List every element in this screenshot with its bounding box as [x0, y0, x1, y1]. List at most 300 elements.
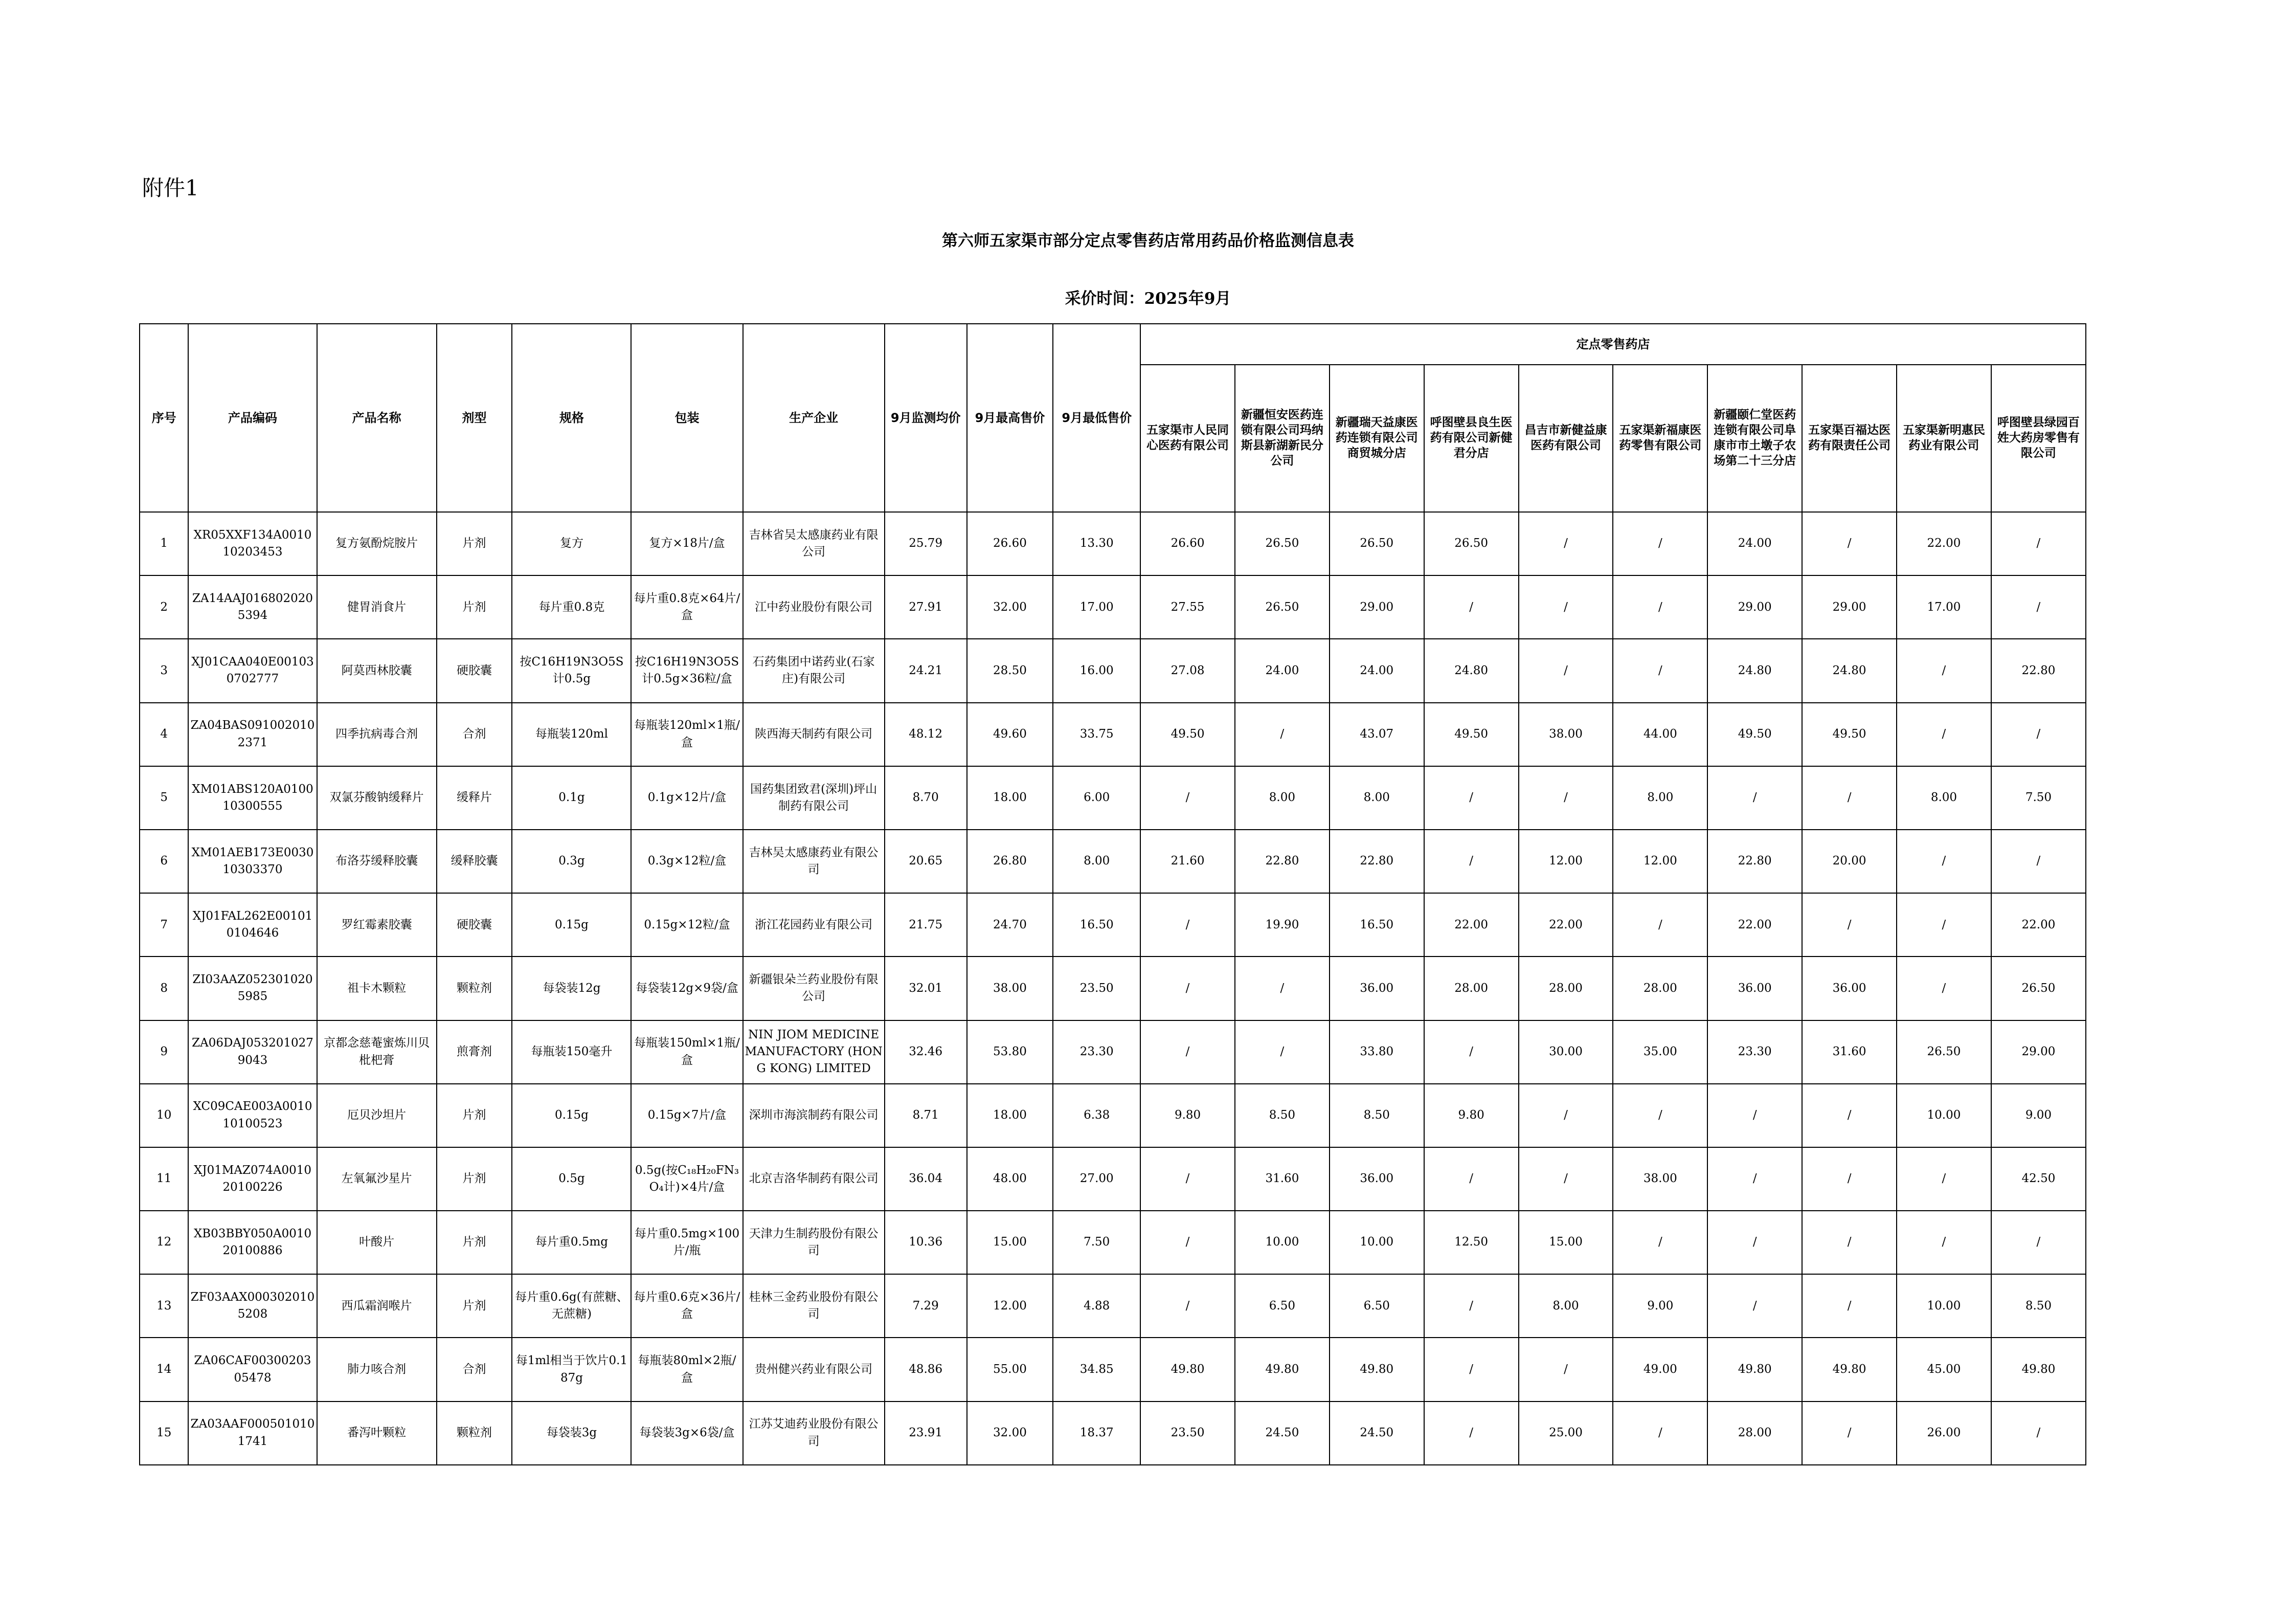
- cell-store-price: /: [1140, 1020, 1235, 1084]
- cell-store-price: 25.00: [1519, 1401, 1613, 1465]
- cell-package: 0.5g(按C₁₈H₂₀FN₃O₄计)×4片/盒: [631, 1147, 742, 1211]
- cell-store-price: 16.50: [1330, 893, 1424, 956]
- cell-store-price: 49.50: [1802, 703, 1897, 766]
- cell-manufacturer: 深圳市海滨制药有限公司: [743, 1084, 885, 1147]
- cell-index: 6: [140, 830, 188, 893]
- cell-store-price: 24.00: [1330, 639, 1424, 702]
- table-row: [140, 1020, 2086, 1084]
- table-row: [140, 766, 2086, 830]
- cell-specification: 复方: [512, 512, 631, 575]
- cell-specification: 每片重0.8克: [512, 575, 631, 639]
- cell-store-price: /: [1991, 830, 2086, 893]
- cell-avg-price: 20.65: [885, 830, 967, 893]
- cell-store-price: 7.50: [1991, 766, 2086, 830]
- cell-store-price: 28.00: [1707, 1401, 1802, 1465]
- cell-store-price: 26.60: [1140, 512, 1235, 575]
- cell-product-code: XM01ABS120A010010300555: [188, 766, 317, 830]
- table-row: [140, 893, 2086, 956]
- cell-manufacturer: 吉林省吴太感康药业有限公司: [743, 512, 885, 575]
- cell-store-price: /: [1991, 512, 2086, 575]
- cell-product-name: 祖卡木颗粒: [317, 956, 437, 1020]
- cell-package: 每片重0.5mg×100片/瓶: [631, 1211, 742, 1274]
- cell-store-price: 30.00: [1519, 1020, 1613, 1084]
- price-monitoring-table: [139, 323, 2086, 1465]
- cell-index: 8: [140, 956, 188, 1020]
- cell-store-price: 49.80: [1991, 1338, 2086, 1401]
- cell-index: 2: [140, 575, 188, 639]
- cell-store-price: 9.00: [1613, 1274, 1707, 1338]
- cell-store-price: /: [1802, 893, 1897, 956]
- header-store: 新疆颐仁堂医药连锁有限公司阜康市市土墩子农场第二十三分店: [1707, 365, 1802, 512]
- cell-avg-price: 10.36: [885, 1211, 967, 1274]
- cell-store-price: 9.80: [1424, 1084, 1519, 1147]
- header-store: 五家渠新明惠民药业有限公司: [1897, 365, 1991, 512]
- cell-product-code: ZA06DAJ0532010279043: [188, 1020, 317, 1084]
- cell-store-price: 26.50: [1991, 956, 2086, 1020]
- cell-package: 每袋装12g×9袋/盒: [631, 956, 742, 1020]
- cell-min-price: 34.85: [1053, 1338, 1140, 1401]
- header-form: 剂型: [437, 324, 512, 512]
- header-store: 新疆瑞天益康医药连锁有限公司商贸城分店: [1330, 365, 1424, 512]
- table-row: [140, 1084, 2086, 1147]
- cell-min-price: 16.00: [1053, 639, 1140, 702]
- table-row: [140, 639, 2086, 702]
- cell-package: 0.1g×12片/盒: [631, 766, 742, 830]
- cell-store-price: 29.00: [1330, 575, 1424, 639]
- cell-store-price: 26.50: [1424, 512, 1519, 575]
- cell-store-price: 29.00: [1707, 575, 1802, 639]
- cell-specification: 0.15g: [512, 893, 631, 956]
- cell-avg-price: 32.01: [885, 956, 967, 1020]
- cell-specification: 每1ml相当于饮片0.187g: [512, 1338, 631, 1401]
- cell-store-price: 24.00: [1707, 512, 1802, 575]
- cell-store-price: /: [1519, 512, 1613, 575]
- cell-manufacturer: 桂林三金药业股份有限公司: [743, 1274, 885, 1338]
- cell-store-price: /: [1613, 512, 1707, 575]
- cell-store-price: /: [1519, 1084, 1613, 1147]
- header-store: 昌吉市新健益康医药有限公司: [1519, 365, 1613, 512]
- table-row: [140, 1274, 2086, 1338]
- cell-product-code: XB03BBY050A001020100886: [188, 1211, 317, 1274]
- cell-store-price: /: [1519, 639, 1613, 702]
- cell-dosage-form: 片剂: [437, 575, 512, 639]
- cell-store-price: 49.50: [1140, 703, 1235, 766]
- cell-product-code: XJ01MAZ074A001020100226: [188, 1147, 317, 1211]
- cell-store-price: /: [1424, 575, 1519, 639]
- cell-store-price: 26.50: [1235, 512, 1330, 575]
- cell-manufacturer: 陕西海天制药有限公司: [743, 703, 885, 766]
- cell-avg-price: 8.71: [885, 1084, 967, 1147]
- cell-min-price: 6.38: [1053, 1084, 1140, 1147]
- cell-store-price: /: [1613, 1401, 1707, 1465]
- cell-store-price: /: [1235, 1020, 1330, 1084]
- cell-store-price: /: [1707, 1274, 1802, 1338]
- cell-store-price: /: [1424, 766, 1519, 830]
- cell-manufacturer: 新疆银朵兰药业股份有限公司: [743, 956, 885, 1020]
- cell-store-price: 19.90: [1235, 893, 1330, 956]
- cell-store-price: 24.50: [1235, 1401, 1330, 1465]
- table-body: [140, 512, 2086, 1465]
- header-max-price: 9月最高售价: [967, 324, 1053, 512]
- cell-store-price: 43.07: [1330, 703, 1424, 766]
- cell-store-price: /: [1897, 830, 1991, 893]
- cell-store-price: /: [1707, 766, 1802, 830]
- cell-store-price: /: [1613, 1211, 1707, 1274]
- table-header: [140, 324, 2086, 512]
- cell-max-price: 38.00: [967, 956, 1053, 1020]
- cell-max-price: 53.80: [967, 1020, 1053, 1084]
- cell-manufacturer: 国药集团致君(深圳)坪山制药有限公司: [743, 766, 885, 830]
- cell-min-price: 7.50: [1053, 1211, 1140, 1274]
- cell-store-price: /: [1140, 893, 1235, 956]
- cell-min-price: 6.00: [1053, 766, 1140, 830]
- cell-store-price: 29.00: [1991, 1020, 2086, 1084]
- cell-dosage-form: 片剂: [437, 1211, 512, 1274]
- cell-store-price: /: [1424, 1020, 1519, 1084]
- cell-store-price: 49.50: [1707, 703, 1802, 766]
- cell-store-price: 22.00: [1519, 893, 1613, 956]
- cell-specification: 0.15g: [512, 1084, 631, 1147]
- cell-product-code: XR05XXF134A001010203453: [188, 512, 317, 575]
- cell-manufacturer: 江中药业股份有限公司: [743, 575, 885, 639]
- cell-store-price: 24.80: [1424, 639, 1519, 702]
- cell-dosage-form: 合剂: [437, 1338, 512, 1401]
- cell-store-price: /: [1802, 1147, 1897, 1211]
- cell-store-price: 24.80: [1802, 639, 1897, 702]
- cell-min-price: 23.30: [1053, 1020, 1140, 1084]
- cell-store-price: /: [1707, 1211, 1802, 1274]
- cell-index: 9: [140, 1020, 188, 1084]
- cell-min-price: 16.50: [1053, 893, 1140, 956]
- table-row: [140, 1147, 2086, 1211]
- cell-manufacturer: 天津力生制药股份有限公司: [743, 1211, 885, 1274]
- cell-store-price: 42.50: [1991, 1147, 2086, 1211]
- header-store: 五家渠市人民同心医药有限公司: [1140, 365, 1235, 512]
- cell-index: 5: [140, 766, 188, 830]
- cell-store-price: 8.00: [1613, 766, 1707, 830]
- cell-max-price: 18.00: [967, 1084, 1053, 1147]
- cell-min-price: 23.50: [1053, 956, 1140, 1020]
- cell-store-price: /: [1140, 1211, 1235, 1274]
- cell-avg-price: 23.91: [885, 1401, 967, 1465]
- cell-store-price: 29.00: [1802, 575, 1897, 639]
- cell-store-price: /: [1897, 893, 1991, 956]
- table-row: [140, 575, 2086, 639]
- cell-store-price: /: [1802, 1401, 1897, 1465]
- cell-product-code: ZI03AAZ0523010205985: [188, 956, 317, 1020]
- cell-specification: 每袋装12g: [512, 956, 631, 1020]
- cell-store-price: 31.60: [1235, 1147, 1330, 1211]
- header-name: 产品名称: [317, 324, 437, 512]
- cell-store-price: 35.00: [1613, 1020, 1707, 1084]
- table-row: [140, 1338, 2086, 1401]
- cell-store-price: /: [1424, 1274, 1519, 1338]
- cell-min-price: 33.75: [1053, 703, 1140, 766]
- cell-dosage-form: 片剂: [437, 1147, 512, 1211]
- cell-store-price: 49.80: [1140, 1338, 1235, 1401]
- cell-store-price: /: [1613, 639, 1707, 702]
- cell-index: 10: [140, 1084, 188, 1147]
- cell-index: 13: [140, 1274, 188, 1338]
- cell-product-name: 阿莫西林胶囊: [317, 639, 437, 702]
- cell-store-price: 21.60: [1140, 830, 1235, 893]
- cell-max-price: 12.00: [967, 1274, 1053, 1338]
- cell-store-price: 33.80: [1330, 1020, 1424, 1084]
- cell-store-price: 49.50: [1424, 703, 1519, 766]
- cell-dosage-form: 片剂: [437, 1274, 512, 1338]
- cell-store-price: 12.00: [1519, 830, 1613, 893]
- cell-dosage-form: 煎膏剂: [437, 1020, 512, 1084]
- cell-specification: 0.5g: [512, 1147, 631, 1211]
- cell-store-price: /: [1140, 766, 1235, 830]
- cell-min-price: 13.30: [1053, 512, 1140, 575]
- header-stores-group: 定点零售药店: [1140, 324, 2086, 365]
- cell-package: 每瓶装120ml×1瓶/盒: [631, 703, 742, 766]
- cell-product-code: XJ01FAL262E001010104646: [188, 893, 317, 956]
- cell-store-price: /: [1140, 956, 1235, 1020]
- cell-store-price: 8.00: [1519, 1274, 1613, 1338]
- cell-store-price: /: [1991, 575, 2086, 639]
- price-date-subtitle: 采价时间：2025年9月: [1065, 290, 1231, 308]
- table-row: [140, 956, 2086, 1020]
- cell-store-price: /: [1991, 703, 2086, 766]
- cell-store-price: 23.50: [1140, 1401, 1235, 1465]
- cell-avg-price: 48.12: [885, 703, 967, 766]
- cell-store-price: 22.80: [1991, 639, 2086, 702]
- cell-min-price: 18.37: [1053, 1401, 1140, 1465]
- cell-package: 每袋装3g×6袋/盒: [631, 1401, 742, 1465]
- cell-product-code: XJ01CAA040E001030702777: [188, 639, 317, 702]
- cell-avg-price: 48.86: [885, 1338, 967, 1401]
- cell-store-price: 10.00: [1235, 1211, 1330, 1274]
- header-store: 五家渠新福康医药零售有限公司: [1613, 365, 1707, 512]
- cell-max-price: 28.50: [967, 639, 1053, 702]
- cell-store-price: /: [1424, 1338, 1519, 1401]
- header-pack: 包装: [631, 324, 742, 512]
- cell-store-price: /: [1707, 1147, 1802, 1211]
- cell-store-price: 26.50: [1897, 1020, 1991, 1084]
- cell-store-price: /: [1897, 1211, 1991, 1274]
- cell-specification: 每瓶装150毫升: [512, 1020, 631, 1084]
- cell-store-price: 6.50: [1330, 1274, 1424, 1338]
- cell-package: 每片重0.6克×36片/盒: [631, 1274, 742, 1338]
- cell-product-name: 布洛芬缓释胶囊: [317, 830, 437, 893]
- cell-dosage-form: 缓释片: [437, 766, 512, 830]
- cell-store-price: 22.80: [1235, 830, 1330, 893]
- cell-store-price: 12.00: [1613, 830, 1707, 893]
- cell-max-price: 48.00: [967, 1147, 1053, 1211]
- cell-package: 复方×18片/盒: [631, 512, 742, 575]
- cell-package: 按C16H19N3O5S计0.5g×36粒/盒: [631, 639, 742, 702]
- cell-product-name: 罗红霉素胶囊: [317, 893, 437, 956]
- cell-index: 3: [140, 639, 188, 702]
- cell-index: 12: [140, 1211, 188, 1274]
- cell-avg-price: 21.75: [885, 893, 967, 956]
- cell-product-code: ZF03AAX0003020105208: [188, 1274, 317, 1338]
- cell-max-price: 26.60: [967, 512, 1053, 575]
- cell-product-code: XM01AEB173E003010303370: [188, 830, 317, 893]
- cell-dosage-form: 片剂: [437, 512, 512, 575]
- cell-store-price: 8.00: [1897, 766, 1991, 830]
- header-store: 新疆恒安医药连锁有限公司玛纳斯县新湖新民分公司: [1235, 365, 1330, 512]
- cell-index: 7: [140, 893, 188, 956]
- cell-store-price: 22.00: [1897, 512, 1991, 575]
- cell-store-price: 8.00: [1330, 766, 1424, 830]
- cell-max-price: 18.00: [967, 766, 1053, 830]
- cell-manufacturer: 石药集团中诺药业(石家庄)有限公司: [743, 639, 885, 702]
- cell-index: 1: [140, 512, 188, 575]
- cell-product-name: 健胃消食片: [317, 575, 437, 639]
- cell-store-price: 23.30: [1707, 1020, 1802, 1084]
- cell-product-name: 叶酸片: [317, 1211, 437, 1274]
- cell-store-price: /: [1802, 766, 1897, 830]
- cell-store-price: 17.00: [1897, 575, 1991, 639]
- cell-package: 0.3g×12粒/盒: [631, 830, 742, 893]
- cell-store-price: 6.50: [1235, 1274, 1330, 1338]
- cell-avg-price: 24.21: [885, 639, 967, 702]
- cell-store-price: 20.00: [1802, 830, 1897, 893]
- cell-store-price: /: [1991, 1211, 2086, 1274]
- cell-store-price: /: [1519, 1147, 1613, 1211]
- cell-store-price: 26.00: [1897, 1401, 1991, 1465]
- cell-specification: 0.1g: [512, 766, 631, 830]
- cell-index: 14: [140, 1338, 188, 1401]
- header-code: 产品编码: [188, 324, 317, 512]
- cell-manufacturer: NIN JIOM MEDICINE MANUFACTORY (HONG KONG) LIMITED: [743, 1020, 885, 1084]
- cell-store-price: 49.80: [1802, 1338, 1897, 1401]
- cell-store-price: /: [1897, 703, 1991, 766]
- cell-manufacturer: 贵州健兴药业有限公司: [743, 1338, 885, 1401]
- header-index: 序号: [140, 324, 188, 512]
- cell-store-price: /: [1613, 575, 1707, 639]
- cell-dosage-form: 缓释胶囊: [437, 830, 512, 893]
- cell-store-price: 49.80: [1330, 1338, 1424, 1401]
- header-min-price: 9月最低售价: [1053, 324, 1140, 512]
- cell-store-price: /: [1519, 766, 1613, 830]
- cell-store-price: 26.50: [1235, 575, 1330, 639]
- cell-manufacturer: 北京吉洛华制药有限公司: [743, 1147, 885, 1211]
- cell-store-price: 12.50: [1424, 1211, 1519, 1274]
- cell-product-code: ZA04BAS0910020102371: [188, 703, 317, 766]
- cell-store-price: /: [1897, 1147, 1991, 1211]
- cell-store-price: 28.00: [1519, 956, 1613, 1020]
- cell-store-price: 44.00: [1613, 703, 1707, 766]
- header-spec: 规格: [512, 324, 631, 512]
- cell-store-price: 9.00: [1991, 1084, 2086, 1147]
- cell-store-price: /: [1140, 1274, 1235, 1338]
- cell-specification: 每袋装3g: [512, 1401, 631, 1465]
- cell-store-price: 31.60: [1802, 1020, 1897, 1084]
- cell-dosage-form: 合剂: [437, 703, 512, 766]
- cell-store-price: 38.00: [1613, 1147, 1707, 1211]
- cell-store-price: /: [1802, 1084, 1897, 1147]
- cell-max-price: 32.00: [967, 575, 1053, 639]
- cell-store-price: 49.00: [1613, 1338, 1707, 1401]
- cell-dosage-form: 硬胶囊: [437, 639, 512, 702]
- cell-store-price: 27.08: [1140, 639, 1235, 702]
- table-row: [140, 1211, 2086, 1274]
- cell-store-price: /: [1707, 1084, 1802, 1147]
- cell-store-price: 28.00: [1424, 956, 1519, 1020]
- cell-product-code: XC09CAE003A001010100523: [188, 1084, 317, 1147]
- cell-store-price: /: [1613, 893, 1707, 956]
- header-store: 五家渠百福达医药有限责任公司: [1802, 365, 1897, 512]
- cell-store-price: 10.00: [1330, 1211, 1424, 1274]
- cell-store-price: /: [1991, 1401, 2086, 1465]
- table-row: [140, 703, 2086, 766]
- cell-store-price: /: [1613, 1084, 1707, 1147]
- cell-store-price: 8.50: [1330, 1084, 1424, 1147]
- cell-store-price: 10.00: [1897, 1084, 1991, 1147]
- cell-store-price: /: [1802, 512, 1897, 575]
- cell-store-price: 22.80: [1707, 830, 1802, 893]
- cell-store-price: /: [1140, 1147, 1235, 1211]
- cell-store-price: 8.50: [1991, 1274, 2086, 1338]
- cell-store-price: 24.00: [1235, 639, 1330, 702]
- cell-store-price: /: [1235, 703, 1330, 766]
- cell-store-price: /: [1424, 830, 1519, 893]
- cell-store-price: 49.80: [1707, 1338, 1802, 1401]
- header-store: 呼图壁县良生医药有限公司新健君分店: [1424, 365, 1519, 512]
- table-row: [140, 830, 2086, 893]
- cell-product-name: 番泻叶颗粒: [317, 1401, 437, 1465]
- cell-index: 11: [140, 1147, 188, 1211]
- cell-package: 每片重0.8克×64片/盒: [631, 575, 742, 639]
- cell-store-price: 26.50: [1330, 512, 1424, 575]
- cell-avg-price: 32.46: [885, 1020, 967, 1084]
- cell-store-price: /: [1424, 1147, 1519, 1211]
- cell-product-name: 厄贝沙坦片: [317, 1084, 437, 1147]
- cell-max-price: 15.00: [967, 1211, 1053, 1274]
- cell-specification: 0.3g: [512, 830, 631, 893]
- cell-store-price: 22.00: [1424, 893, 1519, 956]
- header-maker: 生产企业: [743, 324, 885, 512]
- cell-store-price: /: [1519, 575, 1613, 639]
- cell-manufacturer: 吉林吴太感康药业有限公司: [743, 830, 885, 893]
- cell-store-price: 28.00: [1613, 956, 1707, 1020]
- cell-store-price: 38.00: [1519, 703, 1613, 766]
- cell-product-name: 复方氨酚烷胺片: [317, 512, 437, 575]
- cell-product-name: 肺力咳合剂: [317, 1338, 437, 1401]
- cell-store-price: /: [1897, 956, 1991, 1020]
- cell-specification: 每片重0.5mg: [512, 1211, 631, 1274]
- cell-store-price: /: [1424, 1401, 1519, 1465]
- cell-max-price: 24.70: [967, 893, 1053, 956]
- annex-label: 附件1: [142, 175, 199, 201]
- cell-store-price: 45.00: [1897, 1338, 1991, 1401]
- cell-min-price: 8.00: [1053, 830, 1140, 893]
- header-store: 呼图壁县绿园百姓大药房零售有限公司: [1991, 365, 2086, 512]
- header-avg-price: 9月监测均价: [885, 324, 967, 512]
- cell-manufacturer: 江苏艾迪药业股份有限公司: [743, 1401, 885, 1465]
- cell-store-price: 36.00: [1330, 1147, 1424, 1211]
- cell-store-price: 9.80: [1140, 1084, 1235, 1147]
- cell-package: 0.15g×12粒/盒: [631, 893, 742, 956]
- cell-product-name: 西瓜霜润喉片: [317, 1274, 437, 1338]
- document-title: 第六师五家渠市部分定点零售药店常用药品价格监测信息表: [942, 232, 1354, 250]
- cell-store-price: 24.80: [1707, 639, 1802, 702]
- cell-store-price: 36.00: [1330, 956, 1424, 1020]
- cell-avg-price: 8.70: [885, 766, 967, 830]
- cell-product-name: 四季抗病毒合剂: [317, 703, 437, 766]
- cell-product-code: ZA14AAJ0168020205394: [188, 575, 317, 639]
- cell-index: 15: [140, 1401, 188, 1465]
- table-row: [140, 1401, 2086, 1465]
- cell-store-price: 27.55: [1140, 575, 1235, 639]
- cell-specification: 每片重0.6g(有蔗糖、无蔗糖): [512, 1274, 631, 1338]
- cell-index: 4: [140, 703, 188, 766]
- cell-product-name: 左氧氟沙星片: [317, 1147, 437, 1211]
